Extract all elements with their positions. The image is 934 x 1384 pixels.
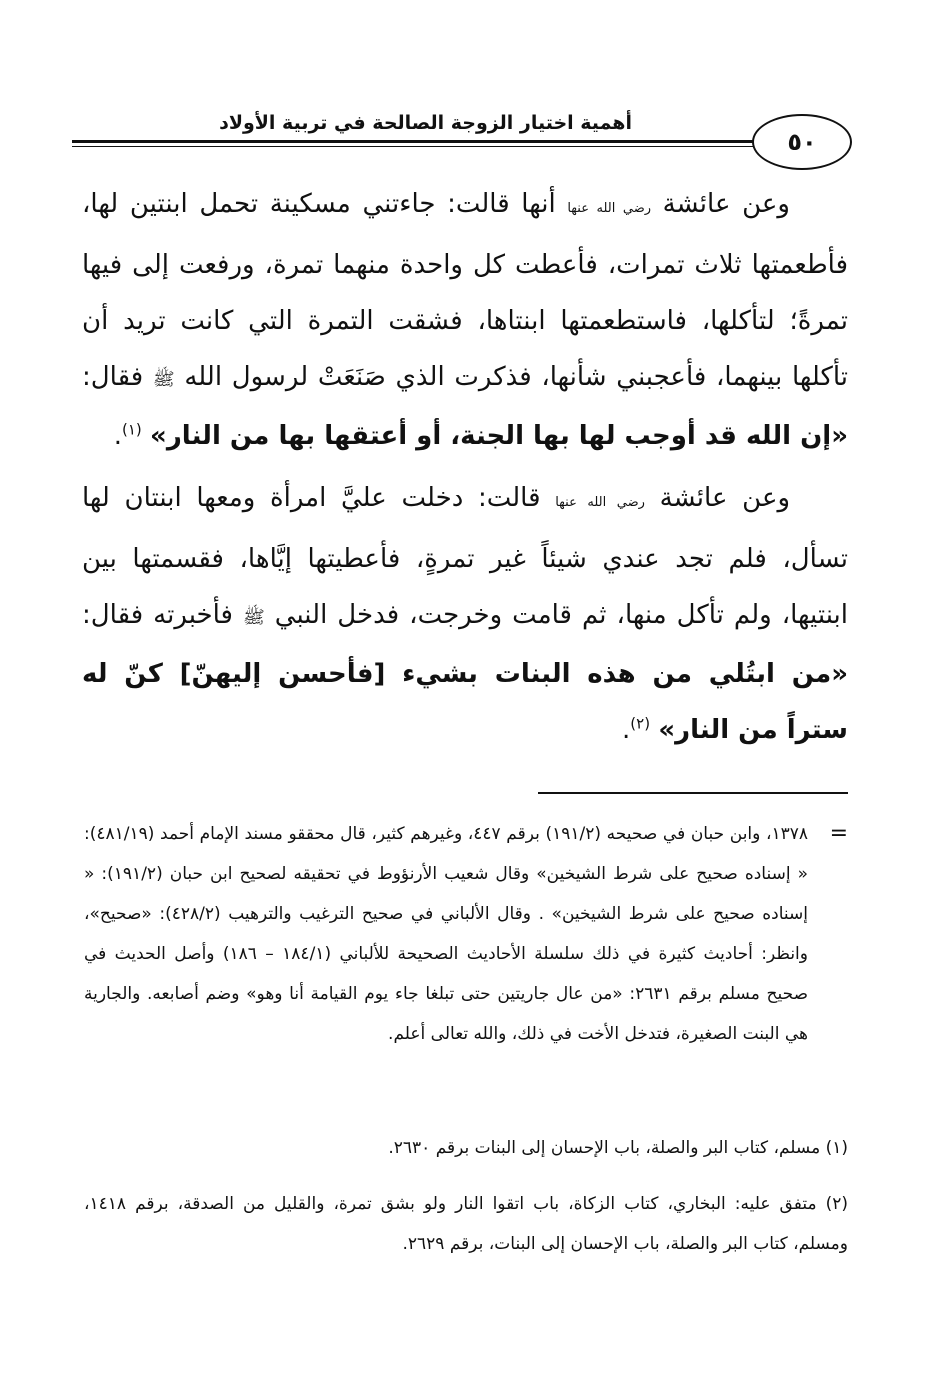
p2-text-c: فأخبرته فقال: (82, 600, 233, 630)
footnote-continuation (84, 814, 848, 1054)
paragraph-2 (82, 470, 848, 758)
p2-text-b: قالت: دخلت عليَّ امرأة ومعها ابنتان لها تسأل، فلم تجد عندي شيئاً غير تمرةٍ، فأعطيتها إيَّاها، فقسمتها بين ابنتيها، ولم تأكل منها، ثم قامت وخرجت، فدخل النبي (82, 483, 849, 630)
main-text (82, 176, 848, 764)
p1-text-b: أنها قالت: جاءتني مسكينة تحمل ابنتين لها، فأطعمتها ثلاث تمرات، فأعطت كل واحدة منهما تمرة، ورفعت إلى فيها تمرةً؛ لتأكلها، فاستطعمتها ابنتاها، فشقت التمرة التي كانت تريد أن تأكلها بينهما، فأعجبني شأنها، فذكرت الذي صَنَعَتْ لرسول الله (82, 189, 849, 392)
footnote-2: (٢) متفق عليه: البخاري، كتاب الزكاة، باب اتقوا النار ولو بشق تمرة، والقليل من الصدقة، برقم ١٤١٨، ومسلم، كتاب البر والصلة، باب الإحسان إلى البنات، برقم ٢٦٢٩. (84, 1194, 848, 1254)
honorific-mark: رضي الله عنها (555, 495, 645, 510)
pbuh-mark: ﷺ (243, 607, 265, 628)
paragraph-1 (82, 176, 848, 464)
footnote-ref-1: (١) (122, 420, 142, 439)
running-header: أهمية اختيار الزوجة الصالحة في تربية الأولاد (219, 112, 632, 134)
footnote-ref-2: (٢) (630, 714, 651, 733)
header-rule-thin (72, 146, 758, 147)
honorific-mark: رضي الله عنها (567, 201, 652, 216)
p1-text-c: فقال: (82, 362, 144, 392)
page-number-oval: ٥٠ (752, 114, 852, 170)
footnote-separator (538, 792, 848, 794)
footnote-1: (١) مسلم، كتاب البر والصلة، باب الإحسان إلى البنات برقم ٢٦٣٠. (388, 1138, 848, 1158)
p1-end: . (113, 421, 122, 451)
p2-end: . (622, 715, 631, 745)
p2-text-a: وعن عائشة (659, 483, 791, 513)
hadith-quote-1: «إن الله قد أوجب لها بها الجنة، أو أعتقها بها من النار» (150, 421, 848, 451)
pbuh-mark: ﷺ (152, 369, 175, 390)
footnote-continuation-text: ١٣٧٨، وابن حبان في صحيحه (١٩١/٢) برقم ٤٤٧، وغيرهم كثير، قال محققو مسند الإمام أحمد (٤٨١/١٩): « إسناده صحيح على شرط الشيخين» وقال شعيب الأرنؤوط في تحقيقه لصحيح ابن حبان (١٩١/٢): « إسناده صحيح على شرط الشيخين» . وقال الألباني في صحيح الترغيب والترهيب (٤٢٨/٢): «صحيح»، وانظر: أحاديث كثيرة في ذلك سلسلة الأحاديث الصحيحة للألباني (١٨٤/١ – ١٨٦) وأصل الحديث في صحيح مسلم برقم ٢٦٣١: «من عال جاريتين حتى تبلغا جاء يوم القيامة أنا وهو» وضم أصابعه. والجارية هي البنت الصغيرة، فتدخل الأخت في ذلك، والله تعالى أعلم. (84, 824, 809, 1044)
hadith-quote-2: «من ابتُلي من هذه البنات بشيء [فأحسن إليهنّ] كنّ له ستراً من النار» (82, 659, 848, 745)
header-rule (72, 140, 758, 143)
p1-text-a: وعن عائشة (662, 189, 790, 219)
continuation-mark: = (829, 821, 848, 846)
